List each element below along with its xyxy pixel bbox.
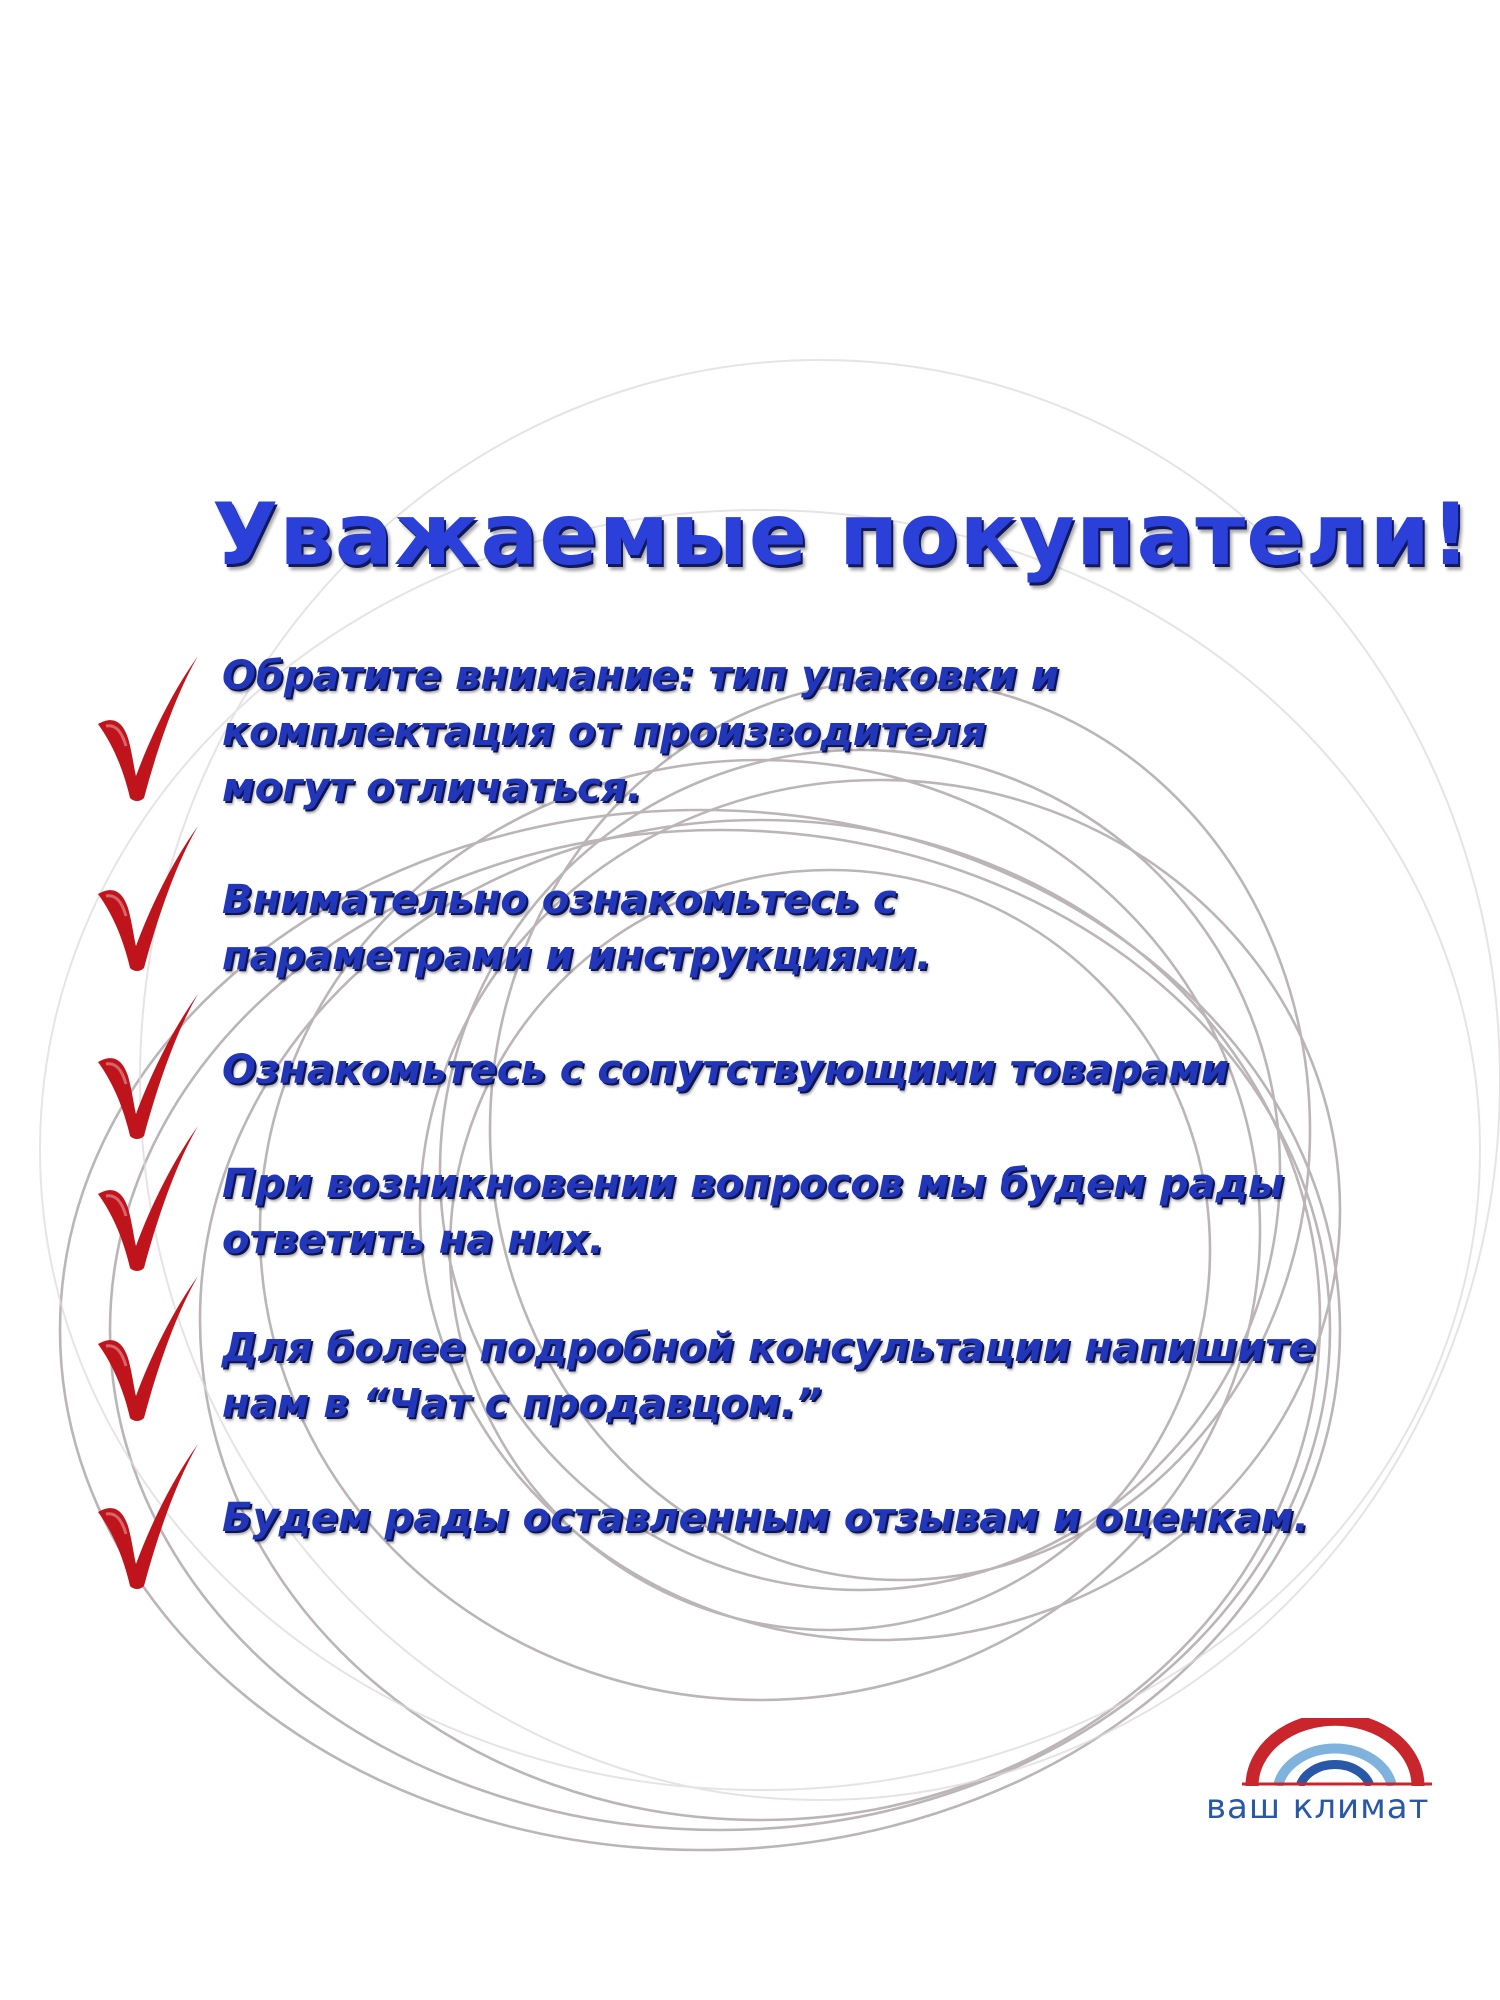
notice-line: Внимательно ознакомьтесь с: [222, 877, 897, 923]
notice-line: комплектация от производителя: [222, 709, 987, 755]
notice-line: Будем рады оставленным отзывам и оценкам.: [222, 1495, 1309, 1541]
logo-text: ваш климат: [1206, 1787, 1430, 1827]
rainbow-arcs-icon: [1242, 1718, 1432, 1786]
notice-line: Для более подробной консультации напишите: [222, 1325, 1316, 1371]
notice-line: нам в “Чат с продавцом.”: [222, 1381, 822, 1427]
notice-text: [222, 1042, 1229, 1098]
notice-line: параметрами и инструкциями.: [222, 933, 932, 979]
notice-text: [222, 648, 1059, 816]
red-checkmark-icon: [92, 822, 202, 972]
page-title: Уважаемые покупатели!: [212, 485, 1472, 585]
red-checkmark-icon: [92, 1122, 202, 1272]
red-checkmark-icon: [92, 1272, 202, 1422]
notice-text: [222, 872, 931, 984]
brand-logo: [1200, 1718, 1452, 1838]
notice-line: Ознакомьтесь с сопутствующими товарами: [222, 1047, 1229, 1093]
red-checkmark-icon: [92, 1440, 202, 1590]
notice-text: [222, 1490, 1309, 1546]
notice-line: ответить на них.: [222, 1217, 604, 1263]
notice-line: могут отличаться.: [222, 765, 642, 811]
red-checkmark-icon: [92, 990, 202, 1140]
notice-line: Обратите внимание: тип упаковки и: [222, 653, 1059, 699]
notice-text: [222, 1320, 1316, 1432]
notice-text: [222, 1156, 1284, 1268]
red-checkmark-icon: [92, 652, 202, 802]
notice-line: При возникновении вопросов мы будем рады: [222, 1161, 1285, 1207]
